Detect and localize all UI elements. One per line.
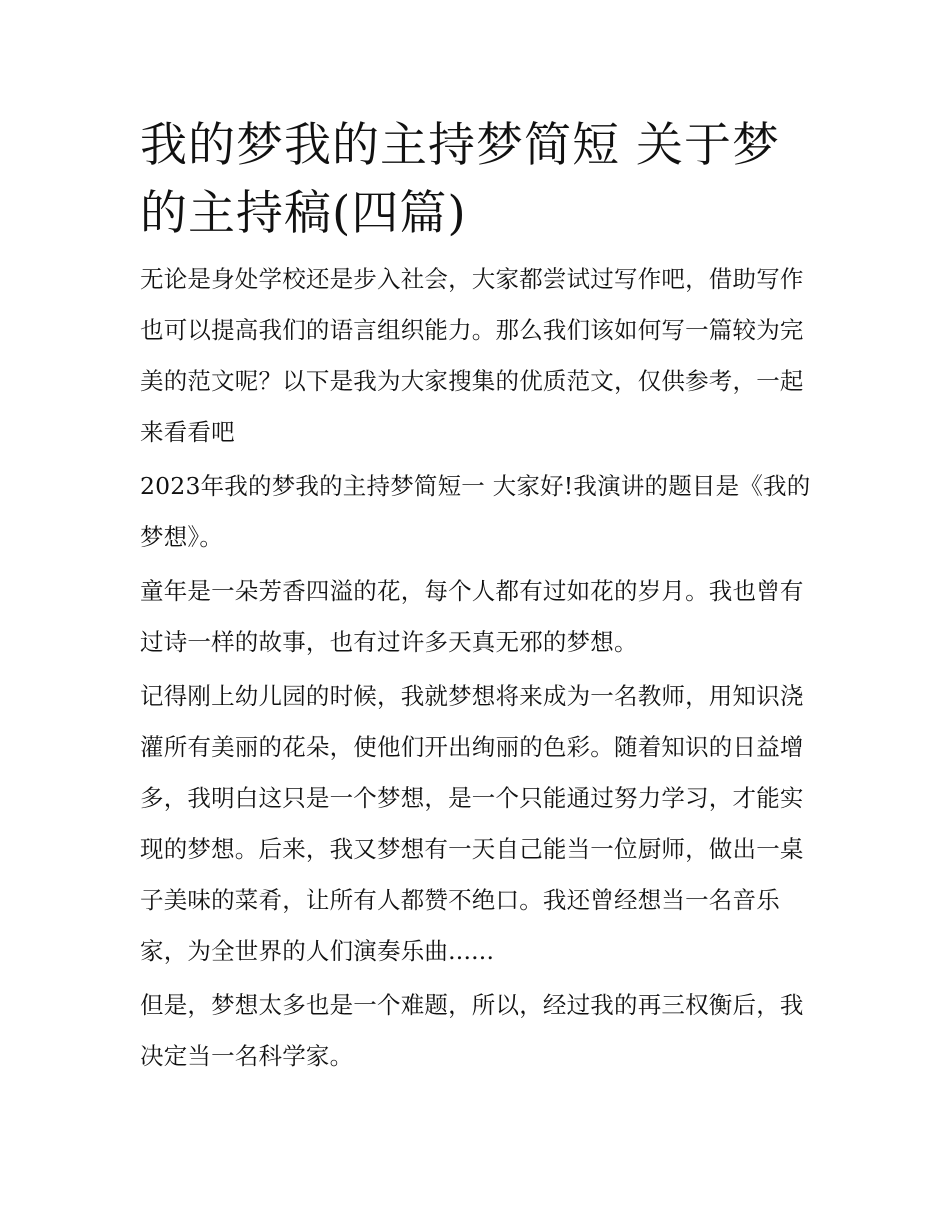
paragraph-childhood: 童年是一朵芳香四溢的花，每个人都有过如花的岁月。我也曾有过诗一样的故事，也有过许多天真无邪的梦想。: [140, 577, 804, 656]
document-page: [140, 112, 812, 1085]
paragraph-speech-opening: 2023年我的梦我的主持梦简短一 大家好!我演讲的题目是《我的梦想》。: [140, 472, 811, 551]
paragraph-decision: 但是，梦想太多也是一个难题，所以，经过我的再三权衡后，我决定当一名科学家。: [140, 991, 804, 1070]
paragraph-dreams: 记得刚上幼儿园的时候，我就梦想将来成为一名教师，用知识浇灌所有美丽的花朵，使他们开出绚丽的色彩。随着知识的日益增多，我明白这只是一个梦想，是一个只能通过努力学习，才能实现的梦想。后来，我又梦想有一天自己能当一位厨师，做出一桌子美味的菜肴，让所有人都赞不绝口。我还曾经想当一名音乐家，为全世界的人们演奏乐曲......: [140, 682, 804, 965]
document-title: 我的梦我的主持梦简短 关于梦的主持稿(四篇): [140, 118, 780, 241]
paragraph-intro: 无论是身处学校还是步入社会，大家都尝试过写作吧，借助写作也可以提高我们的语言组织能力。那么我们该如何写一篇较为完美的范文呢？以下是我为大家搜集的优质范文，仅供参考，一起来看看吧: [140, 265, 804, 446]
